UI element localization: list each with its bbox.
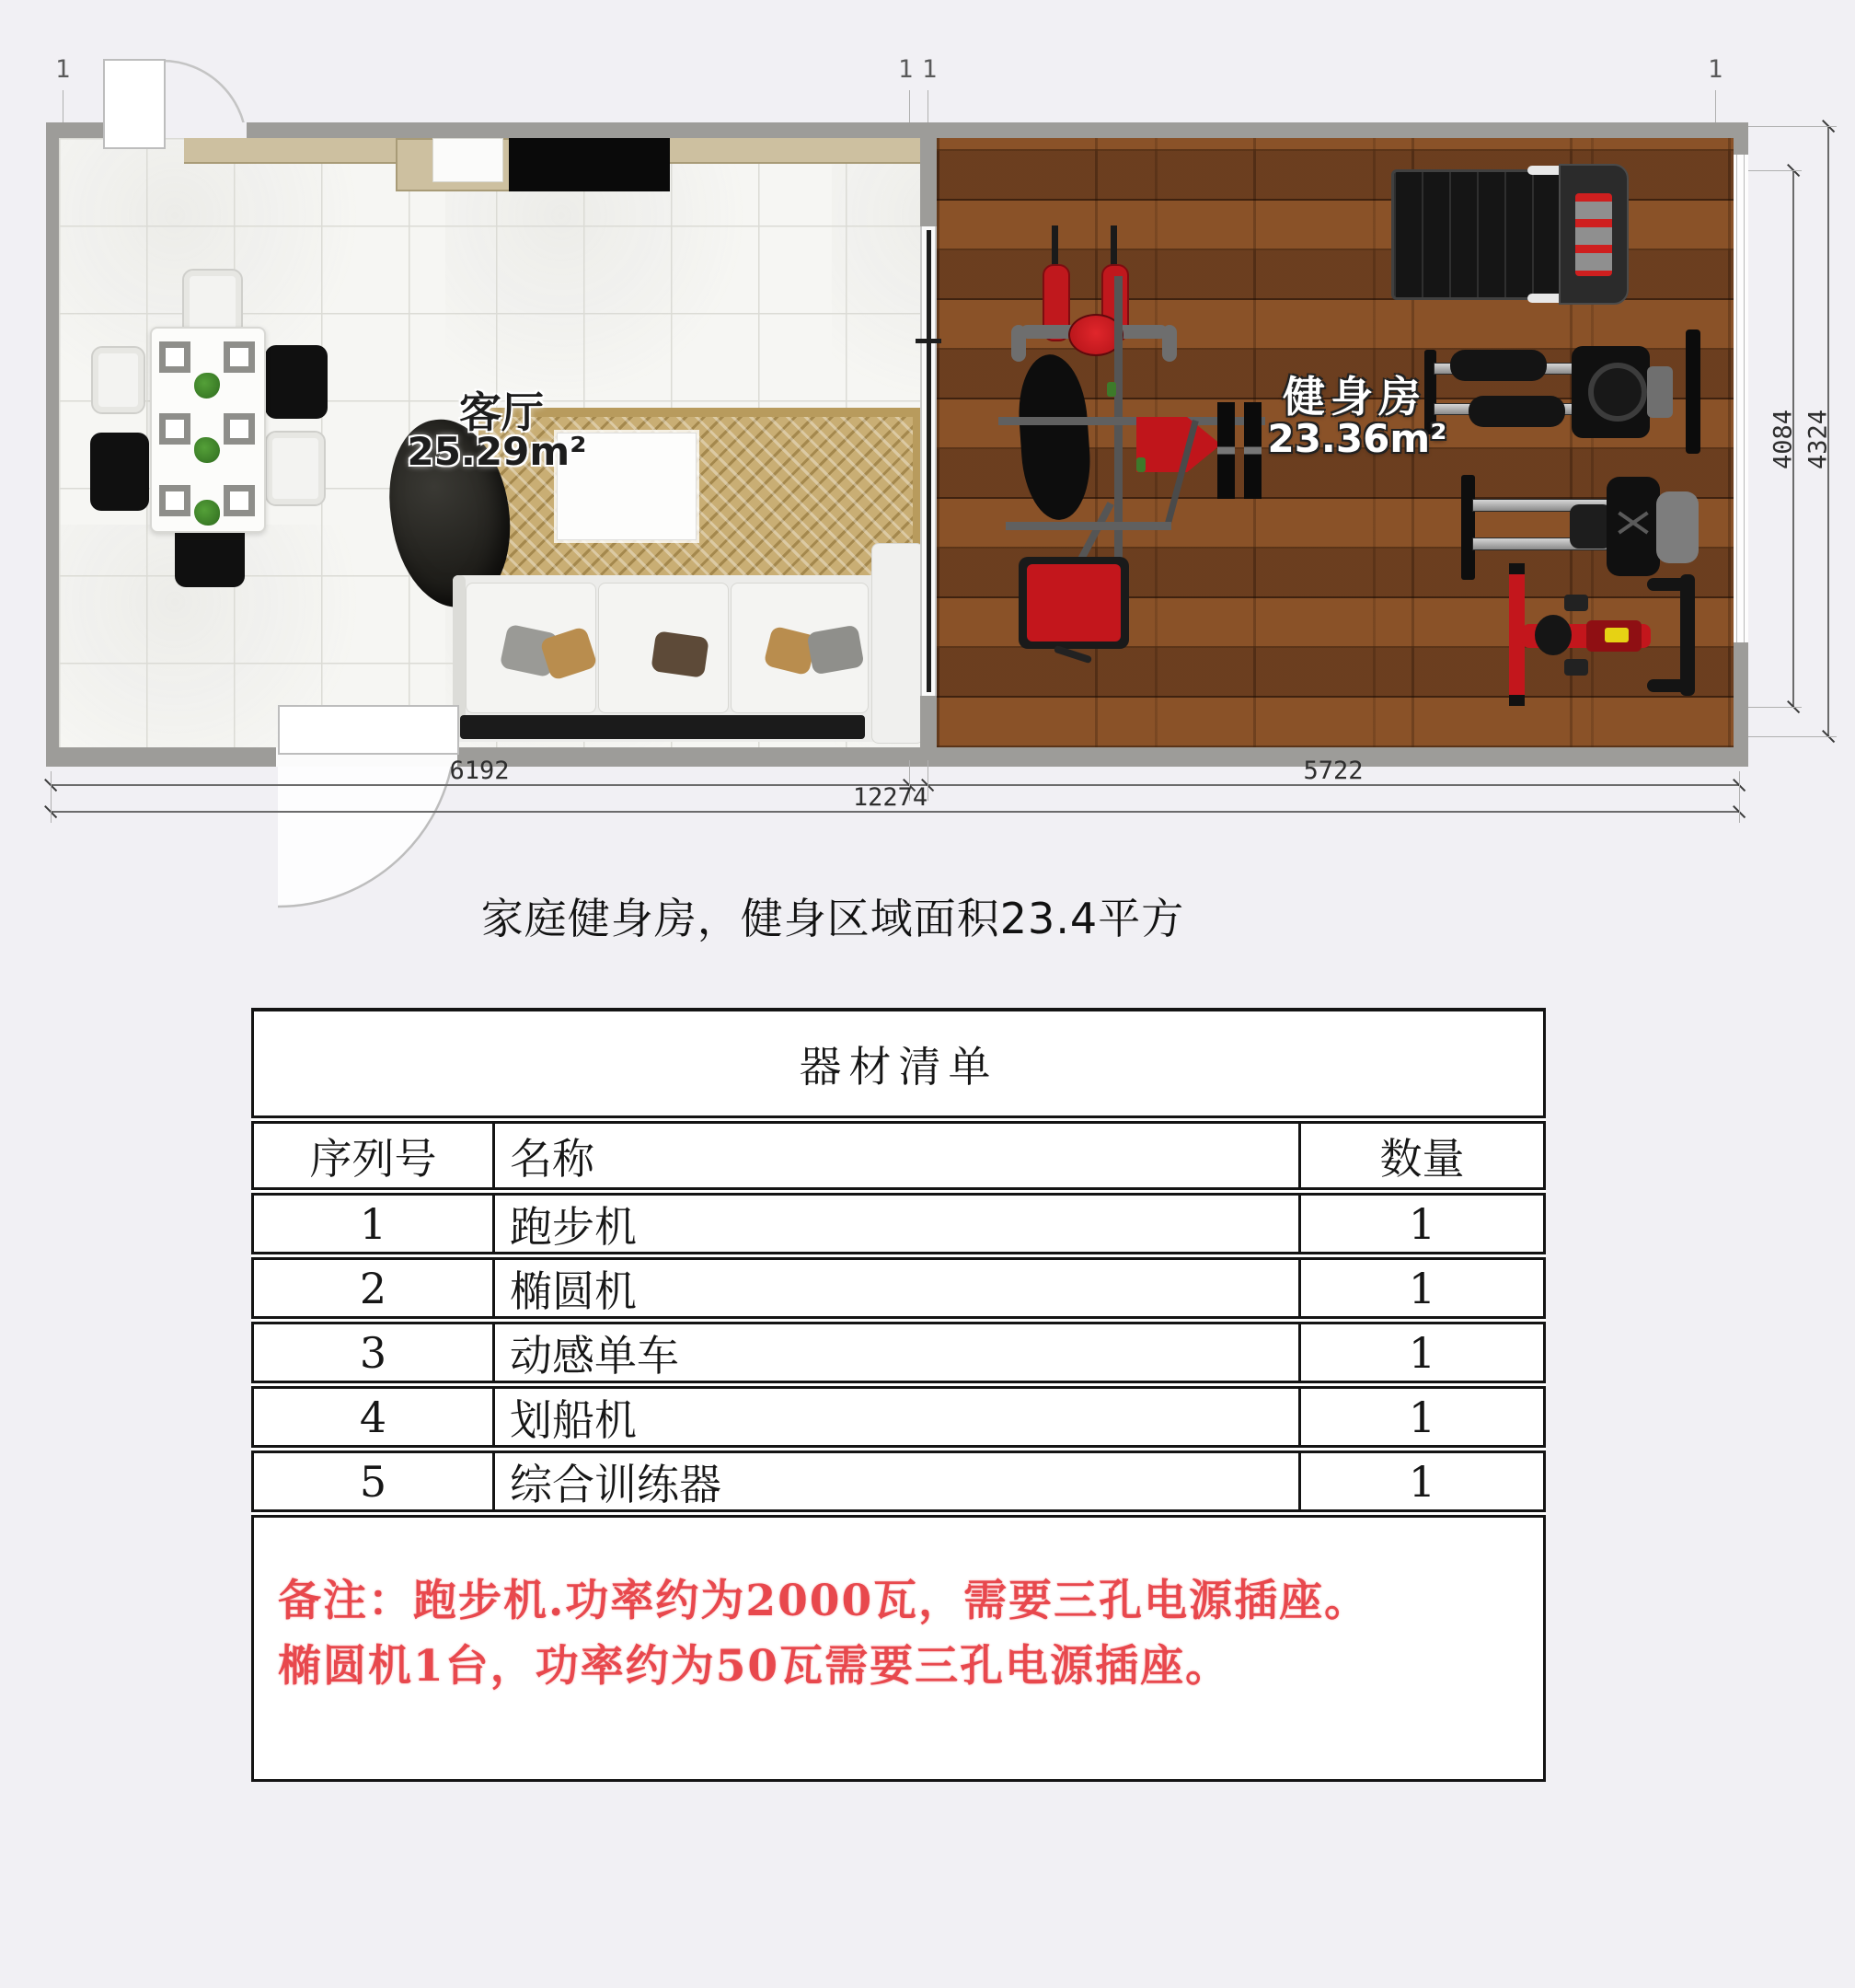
elliptical-bracket [1647, 366, 1673, 418]
trainer-handlebar-end [1162, 325, 1177, 362]
sofa-pillow [806, 624, 864, 675]
sofa-base-strip [460, 715, 865, 739]
bike-stabilizer-cap [1509, 563, 1525, 574]
dim-label-left-segment: 6192 [449, 757, 510, 785]
gym-room-area: 23.36m² [1267, 416, 1447, 461]
dining-set [87, 262, 336, 594]
rower-rear-pad [1656, 491, 1699, 563]
divider-wall-top-stub [920, 138, 937, 226]
row-name: 动感单车 [510, 1330, 679, 1381]
table-row [251, 1322, 1546, 1383]
note-line-2: 椭圆机1台，功率约为50瓦需要三孔电源插座。 [278, 1640, 1231, 1692]
placemat [224, 341, 255, 373]
row-index: 3 [254, 1324, 495, 1381]
sofa-pillow [651, 630, 709, 678]
rower-front-bar [1461, 475, 1475, 580]
multi-trainer [998, 225, 1265, 667]
trainer-weight-plate [1244, 402, 1262, 499]
note-line-1: 备注：跑步机.功率约为2000瓦，需要三孔电源插座。 [278, 1576, 1370, 1626]
dim-guide [1739, 771, 1740, 823]
row-qty: 1 [1298, 1389, 1543, 1445]
equipment-table [251, 1008, 1546, 1782]
trainer-lower-bar [1006, 522, 1171, 530]
equipment-table-header-row [251, 1121, 1546, 1190]
row-qty: 1 [1298, 1196, 1543, 1252]
treadmill [1391, 164, 1629, 306]
living-room-area: 25.29m² [407, 429, 587, 474]
right-wall-window [1734, 155, 1748, 642]
row-name: 跑步机 [510, 1201, 637, 1252]
row-name: 划船机 [510, 1394, 637, 1445]
dim-guide [51, 771, 52, 823]
row-name: 综合训练器 [510, 1459, 721, 1509]
elliptical-rear-bar [1686, 329, 1700, 454]
bike-seat [1535, 615, 1572, 655]
sofa [453, 575, 922, 742]
treadmill-deck [1391, 169, 1562, 300]
dim-label-right-segment: 5722 [1303, 757, 1364, 785]
row-index: 4 [254, 1389, 495, 1445]
grid-marker-center-a: 1 [898, 55, 914, 84]
trainer-bench [1019, 557, 1129, 649]
row-name: 椭圆机 [510, 1266, 637, 1316]
bottom-door-leaf [278, 705, 459, 755]
row-qty: 1 [1298, 1453, 1543, 1509]
equipment-table-note [251, 1515, 1546, 1782]
bike-detail-yellow [1605, 628, 1629, 642]
trainer-green-grip [1136, 457, 1146, 472]
table-row [251, 1257, 1546, 1319]
grid-marker-right: 1 [1708, 55, 1723, 84]
dining-table [150, 327, 266, 533]
dim-label-right-inner: 4084 [1769, 409, 1798, 470]
trainer-handlebar-end [1011, 325, 1026, 362]
placemat [159, 413, 190, 445]
tv-screen [509, 136, 670, 191]
table-plant [194, 437, 220, 463]
dining-chair-right-lower [265, 431, 326, 506]
treadmill-display [1575, 193, 1612, 276]
bike-handlebar-arm [1647, 679, 1695, 692]
elliptical-pedal [1450, 350, 1547, 381]
placemat [224, 485, 255, 516]
elliptical-pedal [1469, 396, 1565, 427]
table-row [251, 1193, 1546, 1254]
placemat [224, 413, 255, 445]
grid-marker-center-b: 1 [922, 55, 938, 84]
dim-label-right-outer: 4324 [1803, 409, 1833, 470]
dining-chair-left-lower [90, 433, 149, 511]
sofa-chaise [871, 543, 924, 744]
row-index: 5 [254, 1453, 495, 1509]
table-row [251, 1386, 1546, 1448]
placemat [159, 341, 190, 373]
elliptical-machine [1424, 329, 1702, 454]
header-name: 名称 [510, 1133, 594, 1184]
row-qty: 1 [1298, 1260, 1543, 1316]
rower-fan-housing [1607, 477, 1660, 576]
bike-handlebar-post [1680, 574, 1695, 696]
bike-stabilizer-cap [1509, 695, 1525, 706]
spin-bike [1509, 563, 1707, 706]
media-cabinet [432, 138, 503, 182]
placemat [159, 485, 190, 516]
grid-marker-left: 1 [55, 55, 71, 84]
divider-wall-bottom-stub [920, 696, 937, 747]
dim-guide [1748, 736, 1837, 737]
dining-chair-right-upper [265, 345, 328, 419]
header-index: 序列号 [254, 1124, 495, 1187]
header-qty: 数量 [1298, 1124, 1543, 1187]
wall-left [46, 122, 59, 767]
equipment-table-title: 器材清单 [251, 1008, 1546, 1118]
divider-sliding-door [927, 230, 931, 692]
trainer-bench-pad [1027, 564, 1121, 641]
entry-door-leaf [103, 59, 166, 149]
dim-label-total: 12274 [852, 783, 928, 812]
row-qty: 1 [1298, 1324, 1543, 1381]
dim-guide [1748, 707, 1802, 708]
bike-pedal [1564, 659, 1588, 676]
dining-chair-left-upper [91, 346, 145, 414]
grid-stub-right [1715, 90, 1716, 122]
gym-room-name: 健身房 [1283, 372, 1426, 422]
page-title: 家庭健身房，健身区域面积23.4平方 [480, 894, 1185, 943]
table-row [251, 1451, 1546, 1512]
wall-top [46, 122, 1748, 138]
dim-guide [1748, 126, 1837, 127]
table-plant [194, 500, 220, 526]
row-index: 2 [254, 1260, 495, 1316]
elliptical-flywheel [1588, 363, 1647, 422]
row-index: 1 [254, 1196, 495, 1252]
table-plant [194, 373, 220, 399]
trainer-main-post [1114, 276, 1123, 580]
grid-stub-center-a [909, 90, 910, 122]
dim-guide [1748, 170, 1802, 171]
trainer-weight-plate [1217, 402, 1235, 499]
divider-door-handle [916, 339, 941, 343]
trainer-back-pad [1015, 353, 1094, 523]
living-room-name: 客厅 [459, 387, 544, 437]
trainer-green-grip [1107, 382, 1116, 397]
bike-handlebar-arm [1647, 578, 1695, 591]
bike-pedal [1564, 595, 1588, 611]
